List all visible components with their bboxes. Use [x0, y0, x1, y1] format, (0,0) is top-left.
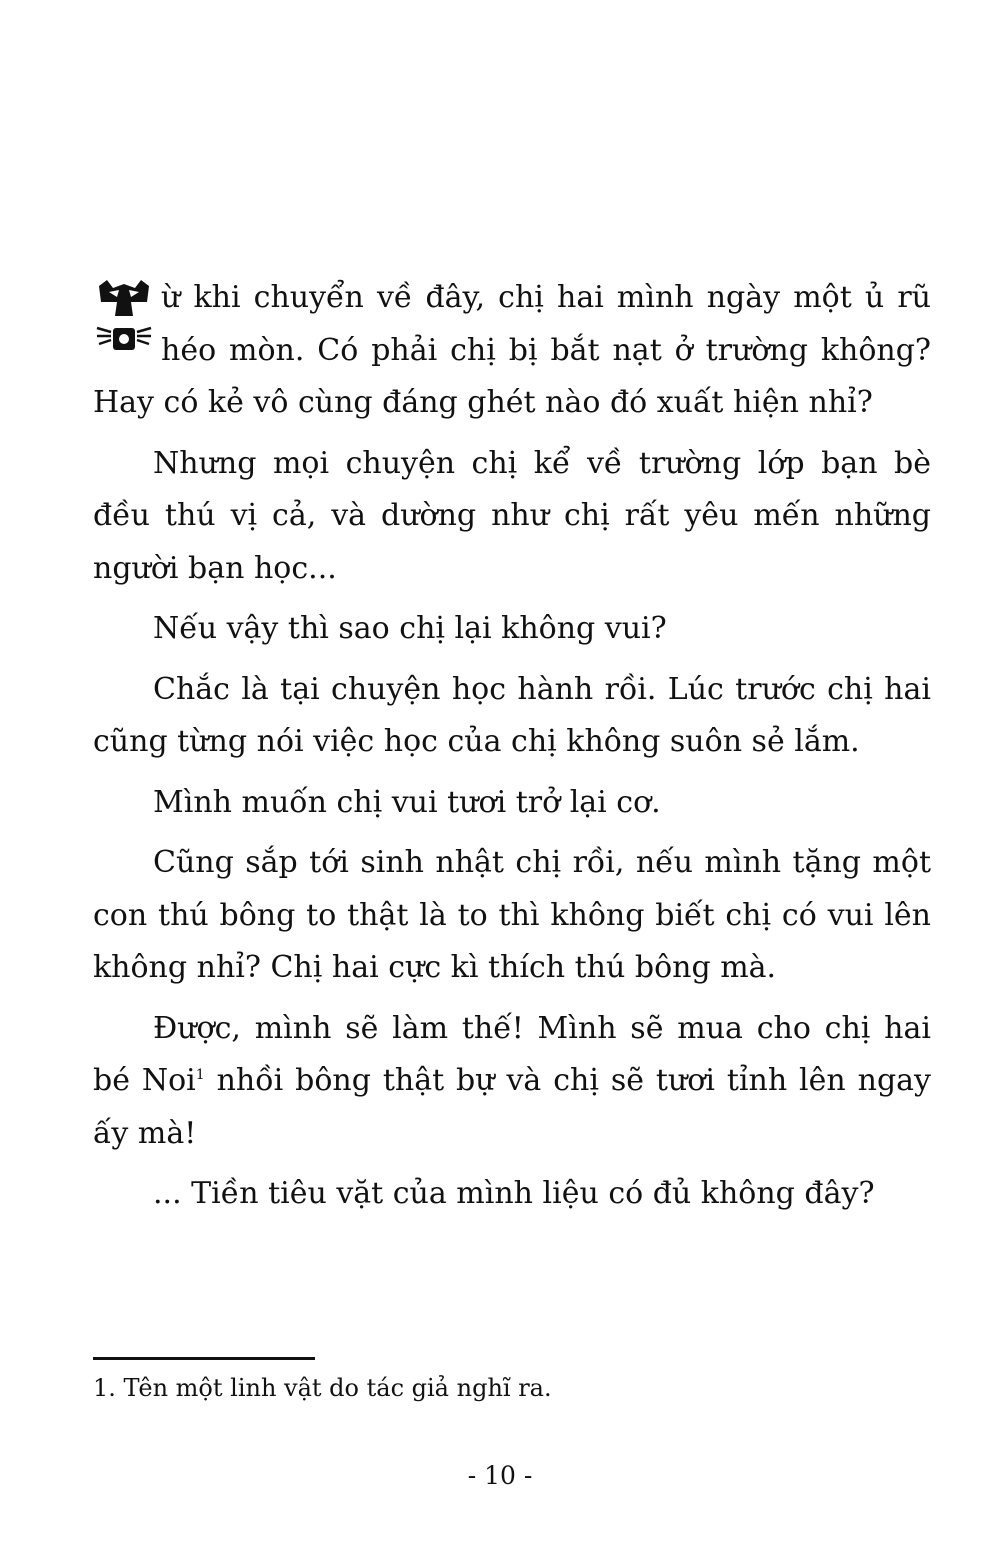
footnote-reference[interactable]: 1: [195, 1067, 205, 1083]
paragraph: [93, 664, 931, 769]
paragraph-text: nhồi bông thật bự và chị sẽ tươi tỉnh lên ngay ấy mà!: [93, 1063, 931, 1151]
body-text: [93, 272, 931, 1229]
paragraph: [93, 837, 931, 995]
paragraph-text: Nếu vậy thì sao chị lại không vui?: [153, 611, 667, 646]
cat-face-dropcap-icon: [93, 276, 155, 372]
footnote-divider: [93, 1357, 315, 1360]
paragraph-text: ... Tiền tiêu vặt của mình liệu có đủ không đây?: [153, 1176, 875, 1211]
paragraph: [93, 777, 931, 830]
paragraph: [93, 1003, 931, 1161]
page-number: - 10 -: [467, 1461, 533, 1490]
paragraph: [93, 438, 931, 596]
paragraph-text: Nhưng mọi chuyện chị kể về trường lớp bạn bè đều thú vị cả, và dường như chị rất yêu mến những người bạn học...: [93, 445, 931, 586]
paragraph-text: Cũng sắp tới sinh nhật chị rồi, nếu mình tặng một con thú bông to thật là to thì không biết chị có vui lên không nhỉ? Chị hai cực kì thích thú bông mà.: [93, 845, 931, 985]
cat-face-icon: [93, 276, 155, 372]
paragraph: [93, 272, 931, 430]
paragraph-text: Được, mình sẽ làm thế! Mình sẽ mua cho chị hai bé Noi: [93, 1010, 931, 1098]
paragraph-text: Chắc là tại chuyện học hành rồi. Lúc trước chị hai cũng từng nói việc học của chị không suôn sẻ lắm.: [93, 671, 931, 759]
paragraph-text: Mình muốn chị vui tươi trở lại cơ.: [153, 784, 661, 820]
paragraph: [93, 603, 931, 656]
paragraph: [93, 1168, 931, 1221]
footnote: 1. Tên một linh vật do tác giả nghĩ ra.: [93, 1374, 552, 1402]
paragraph-text: ừ khi chuyển về đây, chị hai mình ngày một ủ rũ héo mòn. Có phải chị bị bắt nạt ở trường không? Hay có kẻ vô cùng đáng ghét nào đó xuất hiện nhỉ?: [93, 280, 931, 420]
